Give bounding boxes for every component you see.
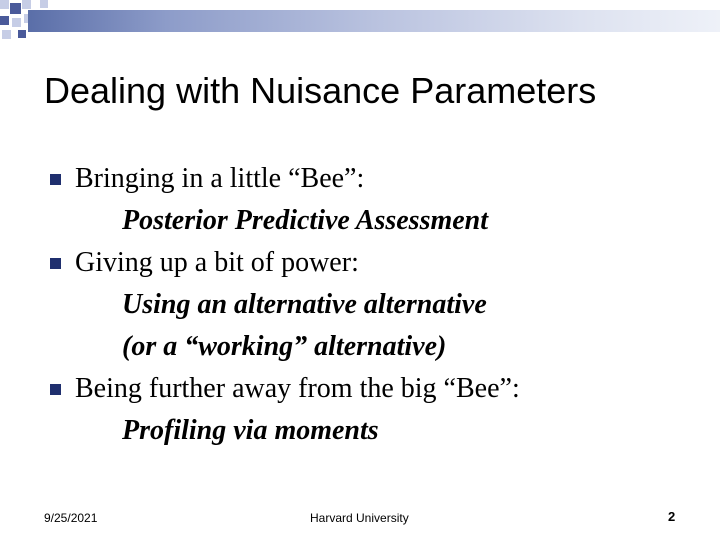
bullet-subitem (50, 200, 690, 242)
header-gradient-band (28, 10, 720, 32)
bullet-subtext: Profiling via moments (122, 415, 379, 446)
bullet-item (50, 158, 690, 200)
bullet-text: Bringing in a little “Bee”: (75, 163, 365, 194)
bullet-item (50, 242, 690, 284)
square-bullet-icon (50, 258, 61, 269)
bullet-subitem (50, 284, 690, 326)
square-bullet-icon (50, 384, 61, 395)
bullet-subtext: (or a “working” alternative) (122, 331, 447, 362)
bullet-subitem (50, 410, 690, 452)
footer-institution: Harvard University (310, 511, 409, 525)
bullet-text: Being further away from the big “Bee”: (75, 373, 520, 404)
footer-date: 9/25/2021 (44, 511, 98, 525)
bullet-list (50, 158, 690, 452)
slide-number: 2 (668, 509, 676, 524)
square-bullet-icon (50, 174, 61, 185)
bullet-subtext: Posterior Predictive Assessment (122, 205, 489, 236)
slide-title: Dealing with Nuisance Parameters (44, 70, 597, 111)
bullet-item (50, 368, 690, 410)
bullet-subtext: Using an alternative alternative (122, 289, 487, 320)
bullet-subitem (50, 326, 690, 368)
bullet-text: Giving up a bit of power: (75, 247, 359, 278)
